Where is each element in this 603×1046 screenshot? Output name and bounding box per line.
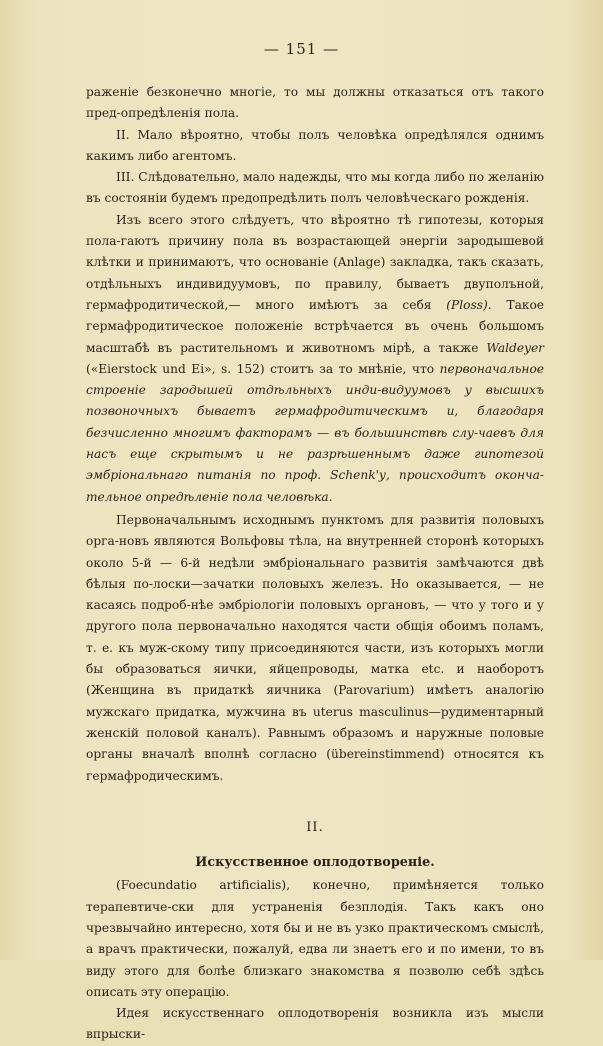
page-number: — 151 — (263, 40, 340, 58)
paragraph-point-three: III. Слѣдовательно, мало надежды, что мы когда либо по желанію въ состояніи будемъ предопредѣлить полъ человѣческаго рожденія. (86, 170, 544, 206)
paragraph-embryology: Первоначальнымъ исходнымъ пунктомъ для развитія половыхъ орга-новъ являются Вольфовы тѣла, на внутренней сторонѣ которыхъ около 5-й — 6-й недѣли эмбріональнаго развитія замѣчаются двѣ бѣлыя по-лоски—зачатки половыхъ железъ. Но оказывается, — не касаясь подроб-нѣе эмбріологіи половыхъ органовъ, — что у того и у другого пола первоначально находятся части общія обоимъ поламъ, т. е. къ муж-скому типу присоединяются части, изъ которыхъ могли бы образоваться яички, яйцепроводы, матка etc. и наоборотъ (Женщина въ придаткѣ яичника (Parovarium) имѣетъ аналогію мужскаго придатка, мужчина въ uterus masculinus—рудиментарный женскій половой каналъ). Равнымъ образомъ и наружные половые органы вначалѣ вполнѣ согласно (übereinstimmend) относятся къ гермафродическимъ. (86, 512, 544, 783)
paragraph-idea: Идея искусственнаго оплодотворенія возникла изъ мысли впрыски- (86, 1006, 544, 1042)
body-text (86, 82, 544, 1046)
section-title: Искусственное оплодотвореніе. (195, 855, 435, 871)
paragraph-continuation: раженіе безконечно многіе, то мы должны отказаться отъ такого пред-опредѣленія пола. (86, 85, 544, 121)
paragraph-point-two: II. Мало вѣроятно, чтобы полъ человѣка опредѣлялся однимъ какимъ либо агентомъ. (86, 127, 544, 163)
paragraph-hypotheses (86, 210, 544, 508)
ploss-reference: (Ploss) (446, 297, 488, 312)
paragraph-foecundatio: (Foecundatio artificialis), конечно, примѣняется только терапевтиче-ски для устраненія безплодія. Такъ какъ оно чрезвычайно интересно, хотя бы и не въ узко практическомъ смыслѣ, а врачъ практически, пожалуй, едва ли знаетъ его и по имени, то въ виду этого для болѣе близкаго знакомства я позволю себѣ здѣсь описать эту операцію. (86, 878, 544, 999)
waldeyer-reference: Waldeyer (486, 340, 544, 355)
hypotheses-italic-passage: первоначальное строеніе зародышей отдѣльныхъ инди-видуумовъ у высшихъ позвоночныхъ бываетъ гермафродитическимъ и, благодаря безчисленно многимъ факторамъ — въ большинствѣ слу-чаевъ для насъ еще скрытымъ и не разрѣшеннымъ даже гипотезой эмбріональнаго питанія по проф. Schenk'у, происходитъ оконча-тельное опредѣленіе пола человѣка. (86, 361, 545, 504)
hypotheses-text-c: («Eierstock und Ei», s. 152) стоитъ за то мнѣніе, что (86, 361, 435, 376)
section-number: II. (306, 819, 324, 835)
hypotheses-text-b: . Такое гермафродитическое положеніе встрѣчается въ очень большомъ масштабѣ въ растительномъ и животномъ мірѣ, а также (86, 297, 545, 355)
hypotheses-text-a: Изъ всего этого слѣдуетъ, что вѣроятно тѣ гипотезы, которыя пола-гаютъ причину пола въ возрастающей энергіи зародышевой клѣтки и принимаютъ, что основаніе (Anlage) закладка, такъ сказать, отдѣльныхъ индивидуумовъ, по правилу, бываетъ двуполъной, гермафродитической,— много имѣютъ за себя (86, 212, 544, 312)
